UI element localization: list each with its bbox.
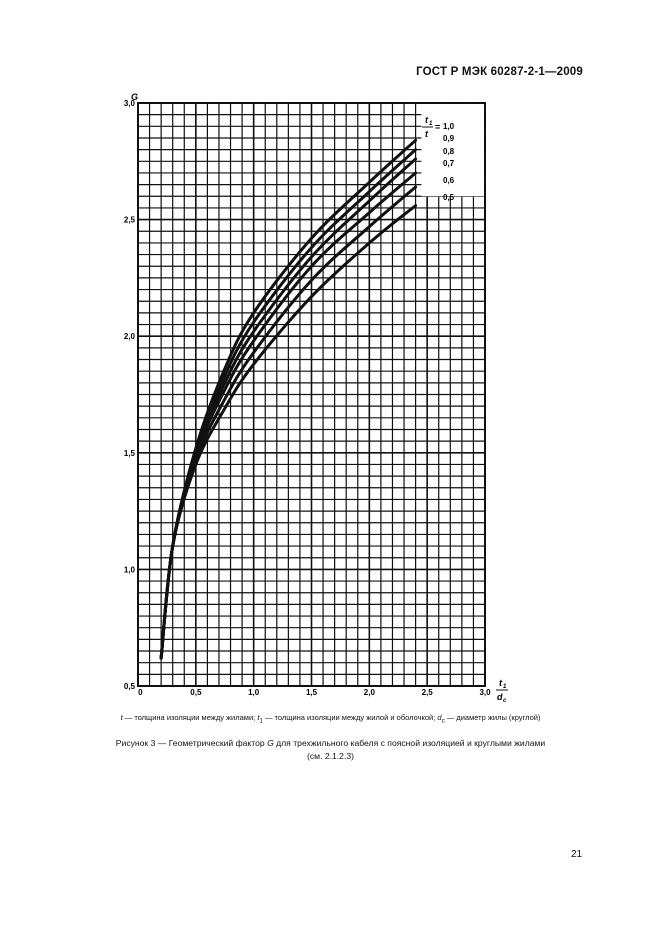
x-tick-label: 2,5 xyxy=(421,688,433,697)
y-tick-label: 2,5 xyxy=(123,215,135,225)
legend-label: 0,6 xyxy=(443,176,455,185)
figure-caption xyxy=(0,737,661,763)
x-tick-label: 3,0 xyxy=(479,688,491,697)
note-t1-desc: — толщина изоляции между жилой и оболочкой; xyxy=(262,713,438,722)
legend-label: 0,7 xyxy=(443,159,455,168)
y-axis-label: G xyxy=(131,92,139,102)
x-axis-label-num: t xyxy=(499,678,502,688)
y-tick-label: 0,5 xyxy=(123,682,135,691)
x-axis-label xyxy=(496,678,508,704)
x-axis-label-den-sub: c xyxy=(503,698,507,704)
caption-line-1-a: Рисунок 3 — Геометрический фактор xyxy=(115,738,268,748)
y-tick-label: 1,5 xyxy=(123,448,135,458)
document-header: ГОСТ Р МЭК 60287-2-1—2009 xyxy=(416,66,583,78)
note-dc-desc: — диаметр жилы (круглой) xyxy=(444,713,541,722)
legend-label: 0,9 xyxy=(443,134,455,143)
caption-line-1 xyxy=(0,737,661,750)
legend-title-num: t xyxy=(425,115,428,125)
page-number: 21 xyxy=(571,849,583,860)
x-tick-label: 1,5 xyxy=(305,688,318,697)
y-tick-label: 2,0 xyxy=(123,332,135,342)
x-tick-label: 2,0 xyxy=(363,688,375,697)
note-dc-sub: c xyxy=(441,717,445,725)
x-axis-label-num-sub: 1 xyxy=(503,684,507,690)
note-t1: t xyxy=(257,713,260,722)
legend-label: 0,5 xyxy=(443,193,455,202)
note-t: t xyxy=(120,713,123,722)
x-tick-label: 0,5 xyxy=(190,688,202,697)
y-tick-label: 3,0 xyxy=(123,99,135,108)
caption-line-2: (см. 2.1.2.3) xyxy=(307,751,354,761)
note-dc: d xyxy=(437,713,442,722)
note-t-desc: — толщина изоляции между жилами; xyxy=(122,713,258,722)
x-tick-label-origin: 0 xyxy=(138,688,143,697)
legend-label: 1,0 xyxy=(443,122,455,131)
caption-g: G xyxy=(267,738,274,748)
figure-note xyxy=(0,713,661,725)
legend-title-num-sub: 1 xyxy=(429,121,433,127)
legend-title-den: t xyxy=(425,129,428,139)
note-t1-sub: 1 xyxy=(259,717,263,725)
x-axis-label-den: d xyxy=(497,692,503,702)
x-tick-label: 1,0 xyxy=(248,688,260,697)
caption-line-1-b: для трехжильного кабеля с поясной изоляцией и круглыми жилами xyxy=(273,738,546,748)
legend-title-equals: = xyxy=(435,122,441,132)
legend-label: 0,8 xyxy=(443,147,455,156)
y-tick-label: 1,0 xyxy=(123,565,135,575)
